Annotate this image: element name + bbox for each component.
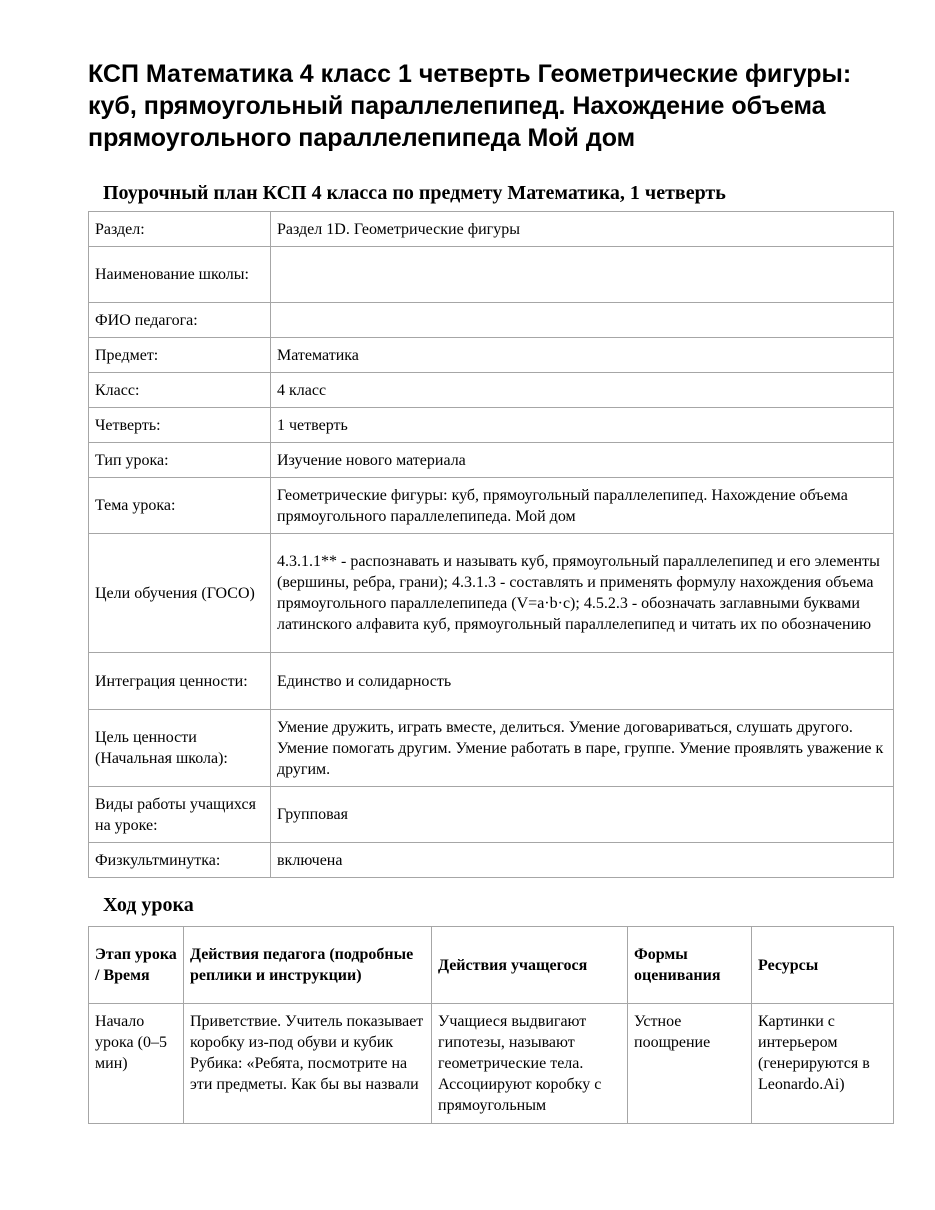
cell-student: Учащиеся выдвигают гипотезы, называют геометрические тела. Ассоциируют коробку с прямоугольным [432,1004,628,1124]
table-row [89,1004,894,1124]
row-label: Виды работы учащихся на уроке: [89,787,271,843]
table-row [89,212,894,247]
row-label: Наименование школы: [89,247,271,303]
table-header-row [89,927,894,1004]
table-row [89,653,894,710]
cell-assessment: Устное поощрение [628,1004,752,1124]
row-value: Изучение нового материала [271,443,894,478]
cell-teacher: Приветствие. Учитель показывает коробку из-под обуви и кубик Рубика: «Ребята, посмотрите на эти предметы. Как бы вы назвали [184,1004,432,1124]
table-row [89,710,894,787]
row-label: Цель ценности (Начальная школа): [89,710,271,787]
row-value: Единство и солидарность [271,653,894,710]
lesson-flow-table [88,926,894,1124]
row-label: Раздел: [89,212,271,247]
document-title: КСП Математика 4 класс 1 четверть Геометрические фигуры: куб, прямоугольный параллелепипед. Нахождение объема прямоугольного параллелепипеда Мой дом [88,60,852,152]
row-value: Раздел 1D. Геометрические фигуры [271,212,894,247]
row-value: Математика [271,338,894,373]
row-label: Тип урока: [89,443,271,478]
column-header-resources: Ресурсы [752,927,894,1004]
row-label: Четверть: [89,408,271,443]
row-label: ФИО педагога: [89,303,271,338]
row-value: Групповая [271,787,894,843]
row-value [271,303,894,338]
row-label: Физкультминутка: [89,843,271,878]
column-header-stage: Этап урока / Время [89,927,184,1004]
cell-resources: Картинки с интерьером (генерируются в Leonardo.Ai) [752,1004,894,1124]
row-value: включена [271,843,894,878]
column-header-assessment: Формы оценивания [628,927,752,1004]
table-row [89,843,894,878]
row-label: Предмет: [89,338,271,373]
row-value: 4 класс [271,373,894,408]
plan-heading: Поурочный план КСП 4 класса по предмету Математика, 1 четверть [103,182,726,204]
row-label: Класс: [89,373,271,408]
table-row [89,478,894,534]
table-row [89,787,894,843]
row-value: Умение дружить, играть вместе, делиться. Умение договариваться, слушать другого. Умение помогать другим. Умение работать в паре, группе. Умение проявлять уважение к другим. [271,710,894,787]
row-value: Геометрические фигуры: куб, прямоугольный параллелепипед. Нахождение объема прямоугольного параллелепипеда. Мой дом [271,478,894,534]
row-value: 1 четверть [271,408,894,443]
document-page [88,58,893,1124]
row-label: Цели обучения (ГОСО) [89,534,271,653]
column-header-student: Действия учащегося [432,927,628,1004]
table-row [89,408,894,443]
table-row [89,303,894,338]
row-value [271,247,894,303]
lesson-flow-heading: Ход урока [103,894,194,916]
row-value: 4.3.1.1** - распознавать и называть куб, прямоугольный параллелепипед и его элементы (вершины, ребра, грани); 4.3.1.3 - составлять и применять формулу нахождения объема прямоугольного параллелепипеда (V=a·b·c); 4.5.2.3 - обозначать заглавными буквами латинского алфавита куб, прямоугольный параллелепипед и читать их по обозначению [271,534,894,653]
plan-table [88,211,894,878]
cell-stage: Начало урока (0–5 мин) [89,1004,184,1124]
table-row [89,338,894,373]
table-row [89,247,894,303]
table-row [89,443,894,478]
column-header-teacher: Действия педагога (подробные реплики и инструкции) [184,927,432,1004]
table-row [89,373,894,408]
table-row [89,534,894,653]
row-label: Интеграция ценности: [89,653,271,710]
row-label: Тема урока: [89,478,271,534]
